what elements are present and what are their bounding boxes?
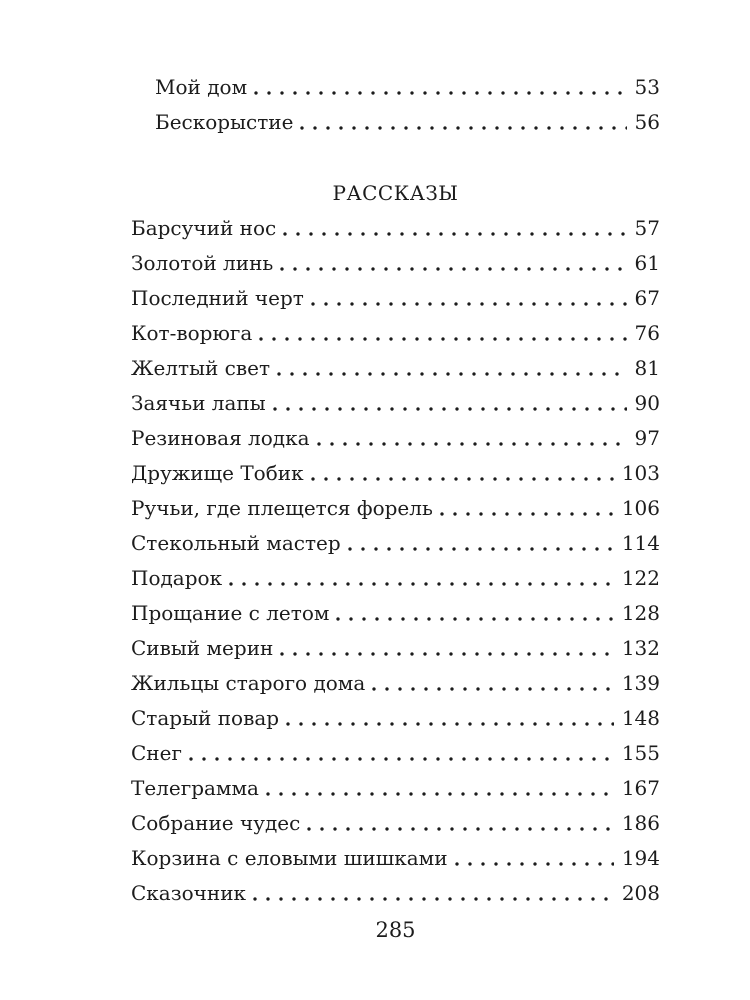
toc-entry — [131, 631, 660, 666]
toc-entry — [131, 281, 660, 316]
toc-entry-page: 194 — [621, 846, 660, 870]
toc-entry-page: 132 — [621, 636, 660, 660]
dot-leader — [311, 281, 627, 316]
toc-entry-title: Собрание чудес — [131, 811, 301, 835]
toc-entry-title: Бескорыстие — [155, 110, 294, 134]
dot-leader — [266, 771, 614, 806]
toc-entry-title: Снег — [131, 741, 182, 765]
toc-stories-list — [131, 211, 660, 911]
toc-entry-page: 122 — [621, 566, 660, 590]
toc-entry-title: Последний черт — [131, 286, 304, 310]
toc-entry-page: 186 — [621, 811, 660, 835]
toc-entry-title: Барсучий нос — [131, 216, 277, 240]
dot-leader — [317, 421, 627, 456]
toc-entry-title: Мой дом — [155, 75, 248, 99]
toc-entry-page: 148 — [621, 706, 660, 730]
toc-entry-title: Прощание с летом — [131, 601, 330, 625]
toc-entry-title: Подарок — [131, 566, 223, 590]
toc-entry-page: 114 — [621, 531, 660, 555]
toc-entry-page: 128 — [621, 601, 660, 625]
dot-leader — [348, 526, 614, 561]
toc-entry-title: Заячьи лапы — [131, 391, 266, 415]
toc-entry-page: 106 — [621, 496, 660, 520]
toc-entry — [131, 456, 660, 491]
toc-entry-page: 103 — [621, 461, 660, 485]
toc-entry-page: 167 — [621, 776, 660, 800]
toc-entry-page: 81 — [634, 356, 660, 380]
toc-entry — [131, 351, 660, 386]
dot-leader — [277, 351, 627, 386]
toc-entry — [131, 211, 660, 246]
toc-entry — [131, 876, 660, 911]
page-number: 285 — [375, 918, 416, 942]
dot-leader — [259, 316, 626, 351]
dot-leader — [307, 806, 614, 841]
toc-entry — [131, 841, 660, 876]
toc-entry-page: 155 — [621, 741, 660, 765]
toc-entry — [131, 666, 660, 701]
toc-entry-page: 97 — [634, 426, 660, 450]
toc-entry-title: Стекольный мастер — [131, 531, 341, 555]
dot-leader — [440, 491, 614, 526]
dot-leader — [300, 105, 626, 140]
toc-entry-title: Желтый свет — [131, 356, 271, 380]
toc-entry-title: Резиновая лодка — [131, 426, 310, 450]
toc-front-list — [131, 70, 660, 140]
toc-entry — [131, 316, 660, 351]
toc-entry — [131, 596, 660, 631]
toc-entry — [131, 736, 660, 771]
dot-leader — [189, 736, 614, 771]
dot-leader — [455, 841, 614, 876]
toc-entry — [131, 386, 660, 421]
toc-entry-title: Старый повар — [131, 706, 280, 730]
toc-entry-page: 57 — [634, 216, 660, 240]
dot-leader — [229, 561, 614, 596]
dot-leader — [273, 386, 627, 421]
dot-leader — [280, 631, 613, 666]
toc-entry — [131, 105, 660, 140]
toc-entry-page: 76 — [634, 321, 660, 345]
dot-leader — [372, 666, 614, 701]
dot-leader — [336, 596, 613, 631]
toc-entry — [131, 246, 660, 281]
toc-entry-page: 61 — [634, 251, 660, 275]
toc-entry-title: Дружище Тобик — [131, 461, 304, 485]
toc-entry-page: 56 — [634, 110, 660, 134]
toc-entry — [131, 701, 660, 736]
toc-entry — [131, 491, 660, 526]
dot-leader — [254, 70, 626, 105]
dot-leader — [286, 701, 614, 736]
toc-entry-page: 67 — [634, 286, 660, 310]
toc-entry — [131, 421, 660, 456]
toc-entry — [131, 561, 660, 596]
toc-entry-title: Кот-ворюга — [131, 321, 253, 345]
toc-entry — [131, 70, 660, 105]
toc-entry-title: Телеграмма — [131, 776, 259, 800]
toc-entry-title: Ручьи, где плещется форель — [131, 496, 433, 520]
dot-leader — [280, 246, 626, 281]
toc-entry-page: 90 — [634, 391, 660, 415]
toc-entry-title: Корзина с еловыми шишками — [131, 846, 448, 870]
toc-entry-title: Золотой линь — [131, 251, 274, 275]
toc-entry-page: 139 — [621, 671, 660, 695]
dot-leader — [283, 211, 626, 246]
toc-entry-title: Сказочник — [131, 881, 247, 905]
toc-entry — [131, 771, 660, 806]
toc-entry-title: Жильцы старого дома — [131, 671, 366, 695]
toc-entry — [131, 526, 660, 561]
dot-leader — [253, 876, 614, 911]
toc-entry — [131, 806, 660, 841]
section-heading: РАССКАЗЫ — [332, 181, 459, 205]
dot-leader — [311, 456, 614, 491]
toc-entry-page: 53 — [634, 75, 660, 99]
toc-entry-page: 208 — [621, 881, 660, 905]
toc-entry-title: Сивый мерин — [131, 636, 274, 660]
